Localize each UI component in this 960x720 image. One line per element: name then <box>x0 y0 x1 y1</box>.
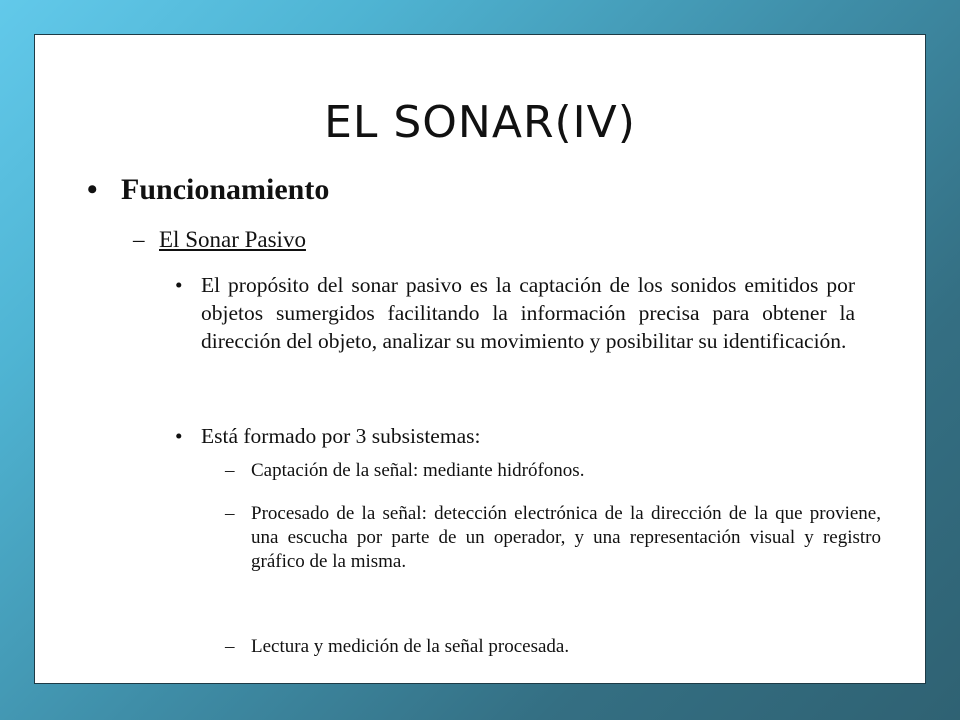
subheading-text: El Sonar Pasivo <box>159 227 306 252</box>
point-item <box>175 271 855 355</box>
point-text: El propósito del sonar pasivo es la captación de los sonidos emitidos por objetos sumergidos facilitando la información precisa para obtener la dirección del objeto, analizar su movimiento y posibilitar su identificación. <box>201 273 855 353</box>
point-text: Está formado por 3 subsistemas: <box>201 424 481 448</box>
subsystem-item <box>225 635 881 659</box>
dash-icon: – <box>225 636 235 657</box>
subsystem-item <box>225 459 881 483</box>
heading-item <box>87 173 329 207</box>
subheading-item <box>133 227 306 253</box>
subsystem-text: Procesado de la señal: detección electrónica de la dirección de la que proviene, una escucha por parte de un operador, y una representación visual y registro gráfico de la misma. <box>251 503 881 572</box>
heading-text: Funcionamiento <box>121 173 330 206</box>
dash-icon: – <box>225 460 235 481</box>
bullet-icon: • <box>175 424 183 448</box>
slide-content <box>34 34 926 684</box>
dash-icon: – <box>225 503 235 524</box>
slide-title: EL SONAR(IV) <box>324 97 636 148</box>
subsystem-item <box>225 502 881 574</box>
bullet-icon: • <box>175 273 183 297</box>
dash-icon: – <box>133 227 145 252</box>
bullet-icon: • <box>87 173 98 206</box>
subsystem-text: Lectura y medición de la señal procesada. <box>251 636 570 657</box>
subsystem-text: Captación de la señal: mediante hidrófonos. <box>251 460 585 481</box>
point-item <box>175 422 855 450</box>
